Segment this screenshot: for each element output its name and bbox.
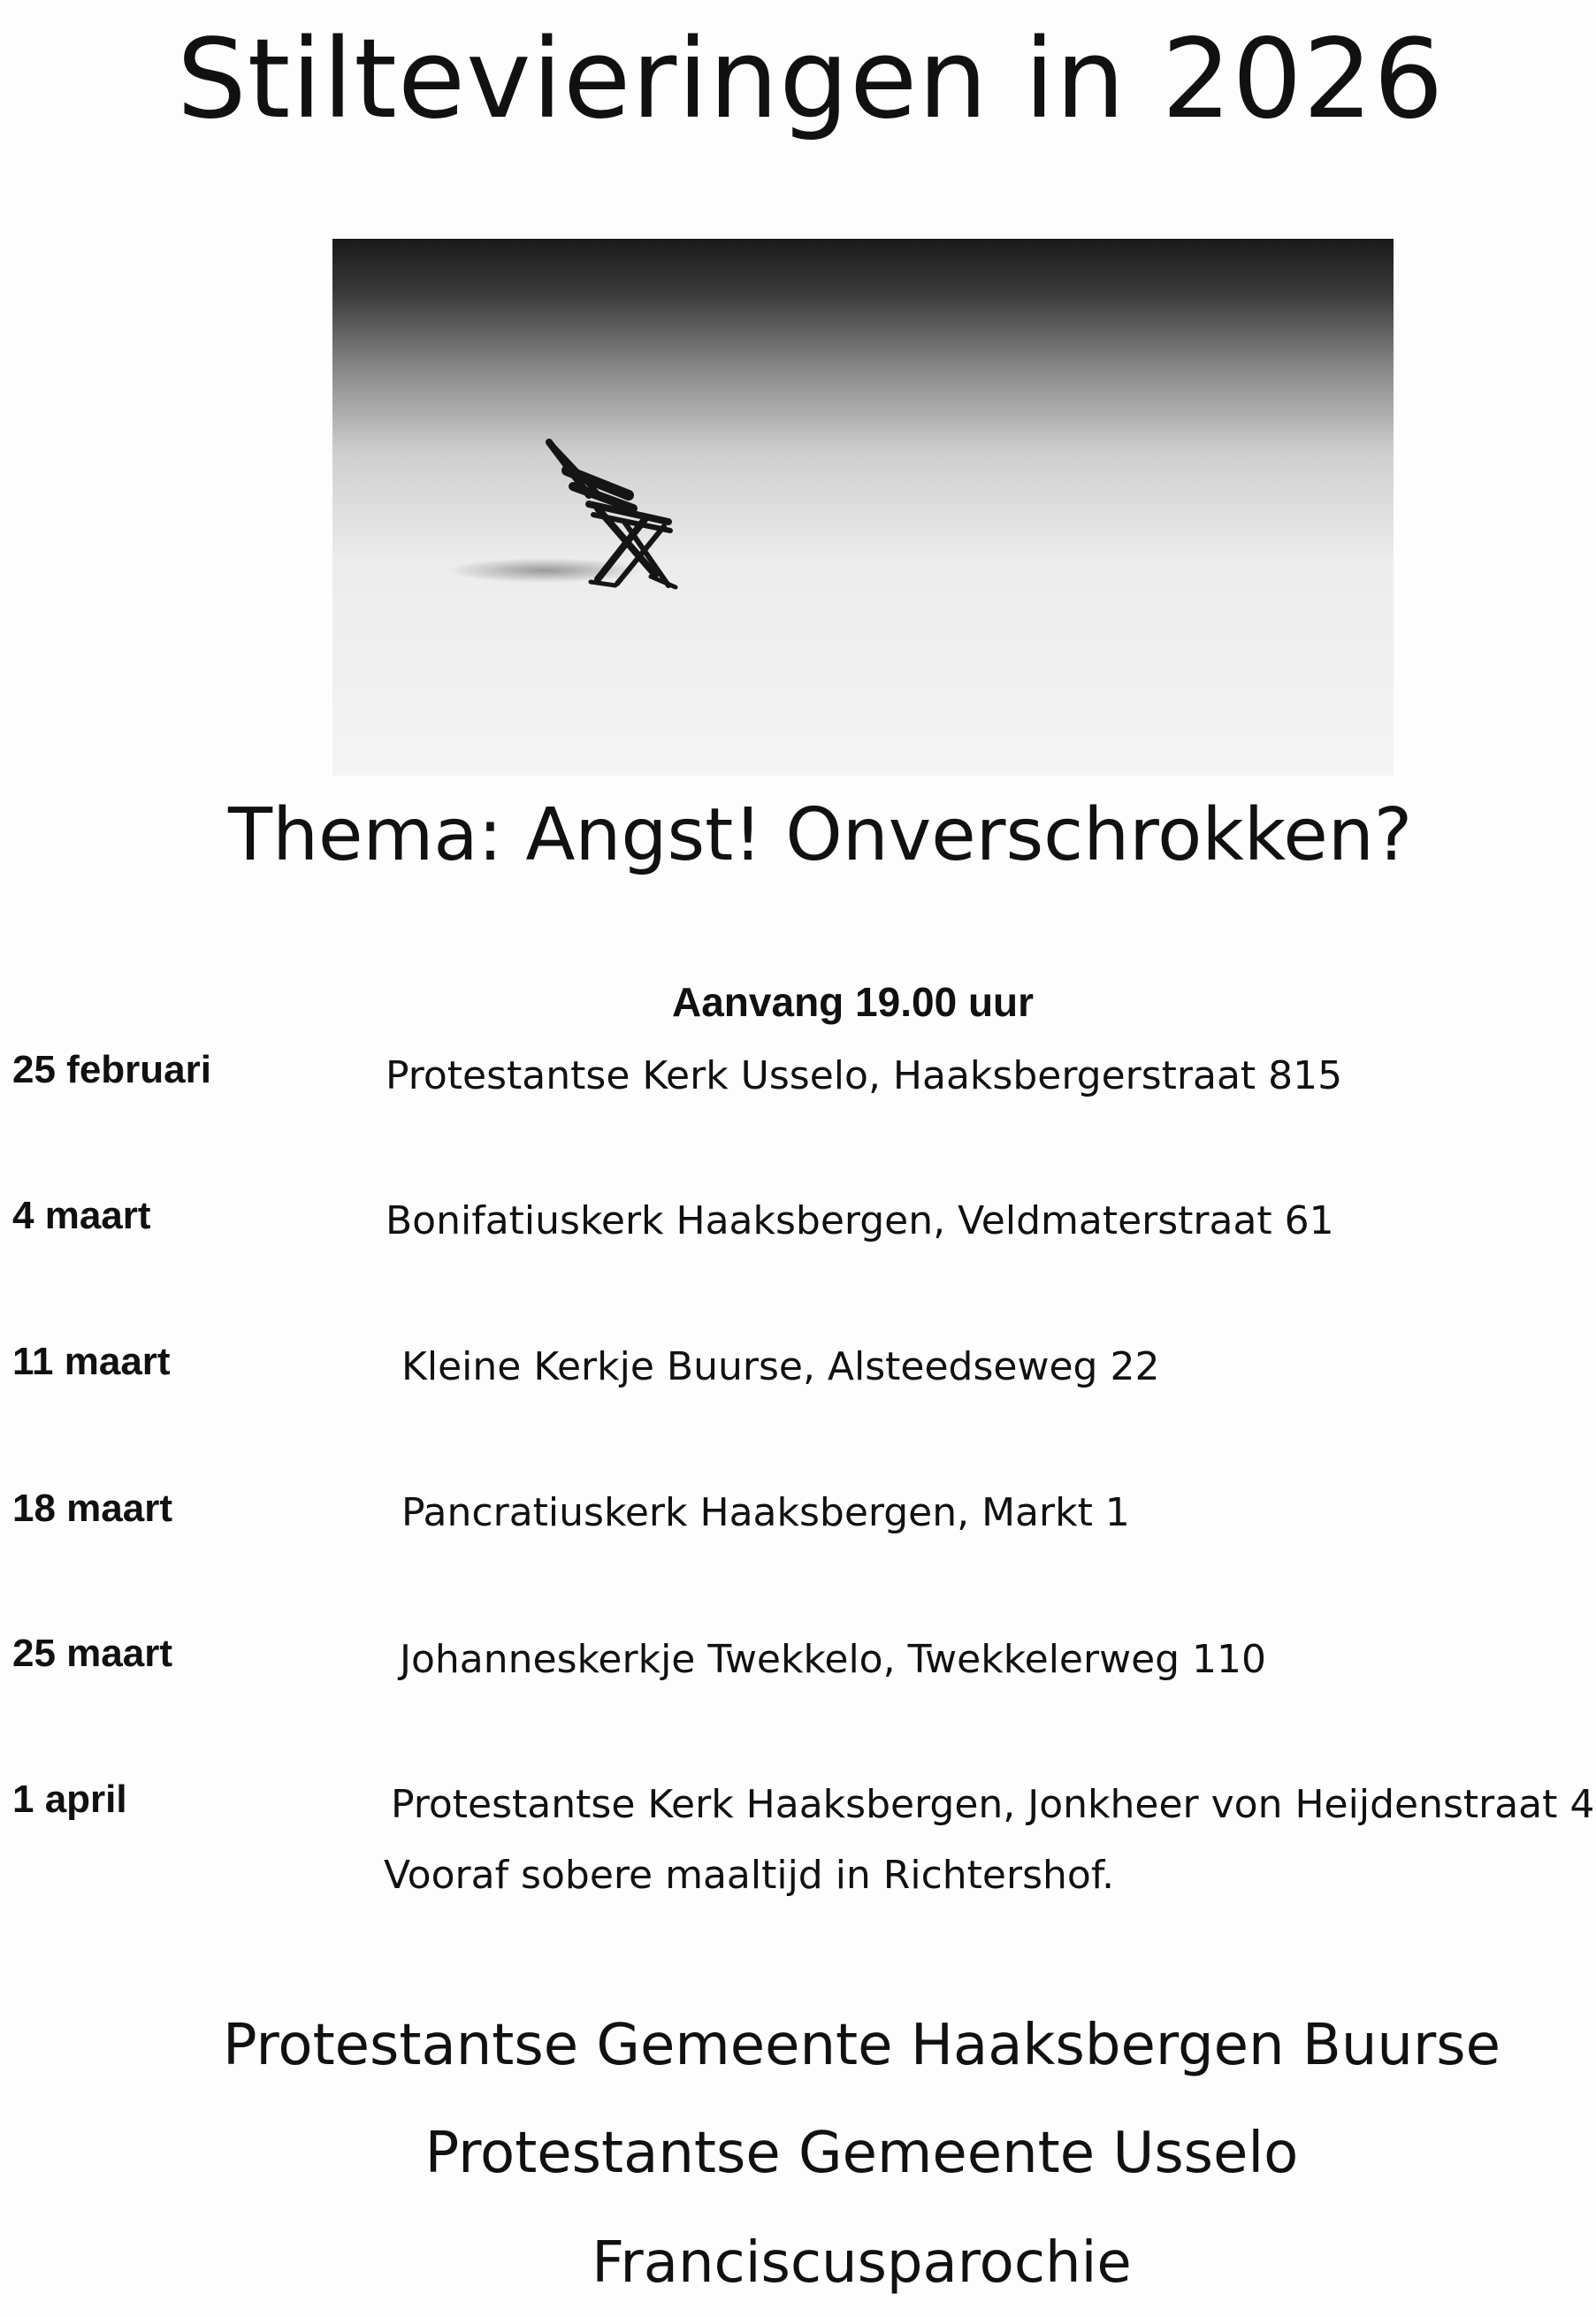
schedule-place: Protestantse Kerk Haaksbergen, Jonkheer von Heijdenstraat 4 bbox=[391, 1782, 1595, 1827]
schedule-date: 4 maart bbox=[12, 1194, 151, 1237]
start-time: Aanvang 19.00 uur bbox=[672, 979, 1035, 1025]
schedule-place: Johanneskerkje Twekkelo, Twekkelerweg 110 bbox=[400, 1637, 1267, 1682]
schedule-date: 11 maart bbox=[12, 1340, 171, 1383]
schedule-date: 25 maart bbox=[12, 1632, 173, 1675]
organizer-name: Protestantse Gemeente Haaksbergen Buurse bbox=[223, 2013, 1501, 2078]
schedule-place: Protestantse Kerk Usselo, Haaksbergerstraat 815 bbox=[386, 1053, 1343, 1098]
organizer-name: Protestantse Gemeente Usselo bbox=[424, 2121, 1299, 2186]
chair-photo bbox=[332, 239, 1394, 776]
schedule-place: Kleine Kerkje Buurse, Alsteedseweg 22 bbox=[401, 1344, 1160, 1389]
theme-heading: Thema: Angst! Onverschrokken? bbox=[228, 793, 1413, 877]
organizer-name: Franciscusparochie bbox=[592, 2230, 1132, 2296]
schedule-place: Pancratiuskerk Haaksbergen, Markt 1 bbox=[401, 1490, 1130, 1535]
schedule-date: 18 maart bbox=[12, 1487, 173, 1530]
page-title: Stiltevieringen in 2026 bbox=[177, 16, 1445, 143]
schedule-note: Vooraf sobere maaltijd in Richtershof. bbox=[384, 1853, 1115, 1898]
schedule-date: 1 april bbox=[12, 1778, 127, 1821]
schedule-place: Bonifatiuskerk Haaksbergen, Veldmaterstraat 61 bbox=[386, 1198, 1334, 1243]
schedule-date: 25 februari bbox=[12, 1048, 211, 1091]
